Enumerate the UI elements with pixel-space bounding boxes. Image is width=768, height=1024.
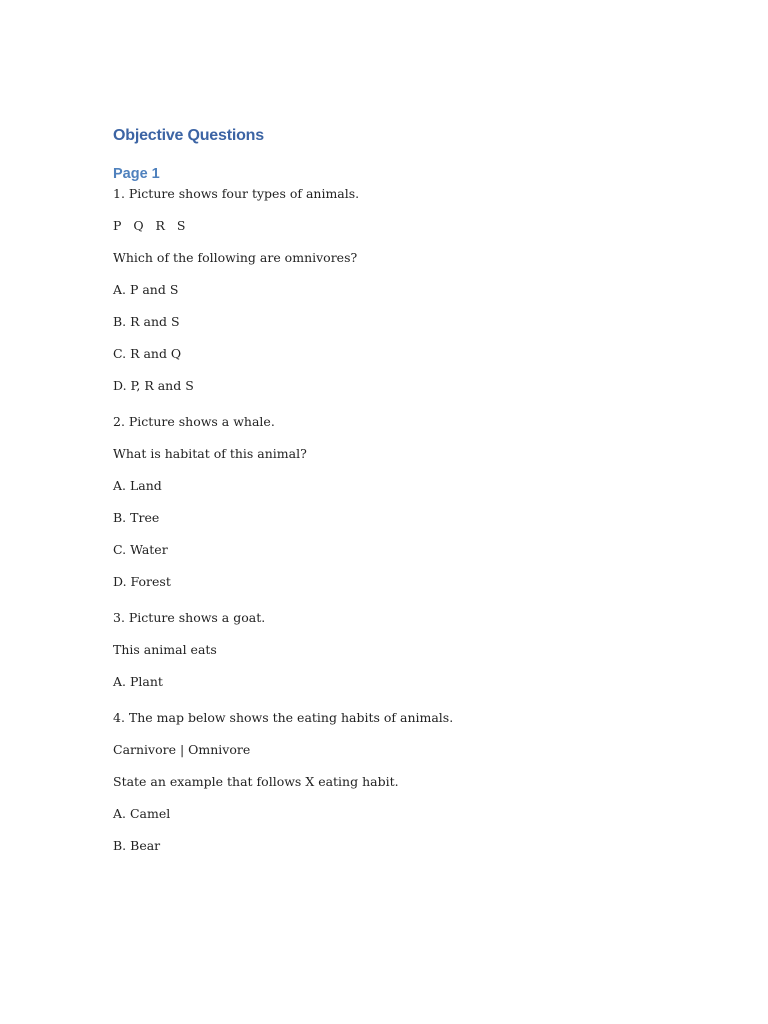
question-4 — [113, 710, 673, 854]
option-b: B. Tree — [113, 510, 160, 525]
page-heading: Page 1 — [113, 166, 160, 182]
question-stem: 4. The map below shows the eating habits of animals. — [113, 710, 454, 725]
document-title: Objective Questions — [113, 127, 264, 144]
option-a: A. P and S — [113, 282, 179, 297]
option-d: D. Forest — [113, 574, 171, 589]
question-1 — [113, 186, 673, 394]
option-b: B. R and S — [113, 314, 180, 329]
question-stem: 2. Picture shows a whale. — [113, 414, 275, 429]
question-3 — [113, 610, 673, 690]
question-prompt: State an example that follows X eating habit. — [113, 774, 399, 789]
question-stem: 1. Picture shows four types of animals. — [113, 186, 360, 201]
question-prompt: Which of the following are omnivores? — [113, 250, 358, 265]
option-c: C. Water — [113, 542, 168, 557]
option-a: A. Plant — [113, 674, 163, 689]
map-labels: Carnivore | Omnivore — [113, 742, 251, 757]
option-d: D. P, R and S — [113, 378, 194, 393]
question-prompt: What is habitat of this animal? — [113, 446, 307, 461]
picture-labels: P Q R S — [113, 218, 186, 233]
option-c: C. R and Q — [113, 346, 182, 361]
option-a: A. Camel — [113, 806, 171, 821]
option-a: A. Land — [113, 478, 162, 493]
question-stem: 3. Picture shows a goat. — [113, 610, 266, 625]
question-prompt: This animal eats — [113, 642, 217, 657]
document-body — [113, 124, 673, 874]
question-2 — [113, 414, 673, 590]
option-b: B. Bear — [113, 838, 161, 853]
